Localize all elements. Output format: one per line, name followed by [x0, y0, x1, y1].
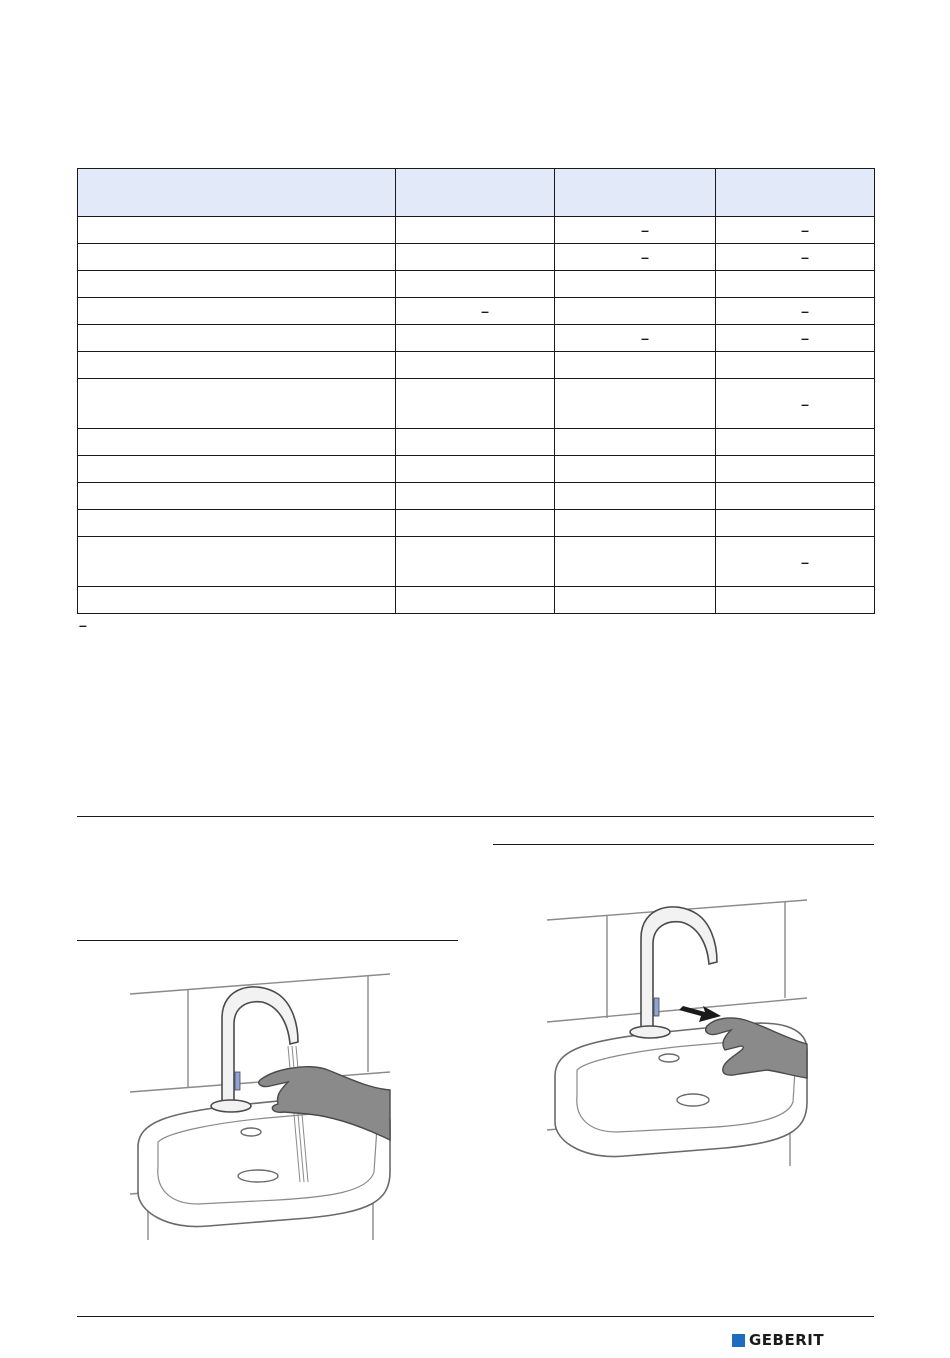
table-cell: [555, 510, 716, 537]
brand-logo: [732, 1330, 824, 1350]
table-row: [78, 537, 875, 587]
table-cell: [78, 271, 396, 298]
table-cell: [396, 298, 555, 325]
table-cell: [555, 537, 716, 587]
table-row: [78, 298, 875, 325]
dash-mark: –: [801, 249, 809, 265]
table-cell: [716, 217, 875, 244]
table-row: [78, 352, 875, 379]
table-row: [78, 429, 875, 456]
dash-mark: –: [481, 303, 489, 319]
table-cell: [78, 325, 396, 352]
table-header-cell: [396, 169, 555, 217]
table-cell: [78, 352, 396, 379]
table-cell: [555, 298, 716, 325]
table-cell: [78, 298, 396, 325]
table-cell: [78, 483, 396, 510]
table-row: [78, 271, 875, 298]
table-cell: [396, 537, 555, 587]
dash-mark: –: [801, 303, 809, 319]
table-cell: [78, 217, 396, 244]
section-rule-left-bottom: [77, 940, 458, 941]
table-cell: [78, 456, 396, 483]
logo-square-icon: [732, 1334, 745, 1347]
footer-rule: [77, 1316, 874, 1317]
table-cell: [78, 379, 396, 429]
table-cell: [716, 325, 875, 352]
table-header-cell: [716, 169, 875, 217]
table-header-cell: [555, 169, 716, 217]
table-cell: [555, 244, 716, 271]
table-cell: [555, 325, 716, 352]
dash-mark: –: [801, 395, 809, 412]
faucet-hand-removal-illustration: [545, 898, 809, 1166]
section-rule-right: [493, 844, 874, 845]
table-row: [78, 325, 875, 352]
dash-mark: –: [801, 222, 809, 238]
table-row: [78, 456, 875, 483]
table-header-cell: [78, 169, 396, 217]
table-cell: [716, 587, 875, 614]
data-table: [77, 168, 875, 614]
table-cell: [396, 456, 555, 483]
dash-mark: –: [641, 330, 649, 346]
table-cell: [716, 483, 875, 510]
table-cell: [716, 379, 875, 429]
table-cell: [396, 325, 555, 352]
table-row: [78, 244, 875, 271]
legend-dash: –: [79, 617, 87, 633]
table-cell: [78, 244, 396, 271]
table-cell: [396, 483, 555, 510]
table-cell: [555, 217, 716, 244]
table-cell: [396, 379, 555, 429]
table-row: [78, 483, 875, 510]
table-cell: [716, 510, 875, 537]
table-cell: [716, 429, 875, 456]
table-cell: [78, 510, 396, 537]
faucet-water-running-illustration: [128, 972, 392, 1240]
table-cell: [555, 587, 716, 614]
table-cell: [555, 379, 716, 429]
table-row: [78, 510, 875, 537]
table-cell: [78, 537, 396, 587]
table-cell: [716, 271, 875, 298]
table-cell: [555, 429, 716, 456]
table-cell: [716, 352, 875, 379]
table-cell: [716, 244, 875, 271]
table-cell: [555, 456, 716, 483]
table-header-row: [78, 169, 875, 217]
table-cell: [78, 587, 396, 614]
table-cell: [396, 510, 555, 537]
logo-text: GEBERIT: [749, 1331, 825, 1349]
table-cell: [78, 429, 396, 456]
table-cell: [716, 456, 875, 483]
dash-mark: –: [641, 222, 649, 238]
table-cell: [396, 217, 555, 244]
table-cell: [555, 483, 716, 510]
dash-mark: –: [801, 330, 809, 346]
table-cell: [396, 352, 555, 379]
section-rule-left-top: [77, 816, 874, 817]
table-cell: [396, 587, 555, 614]
table-cell: [555, 352, 716, 379]
table-cell: [555, 271, 716, 298]
table-row: [78, 379, 875, 429]
table-row: [78, 217, 875, 244]
table-cell: [396, 271, 555, 298]
table-cell: [396, 429, 555, 456]
table-row: [78, 587, 875, 614]
table-cell: [396, 244, 555, 271]
dash-mark: –: [801, 553, 809, 570]
table-cell: [716, 298, 875, 325]
dash-mark: –: [641, 249, 649, 265]
table-cell: [716, 537, 875, 587]
